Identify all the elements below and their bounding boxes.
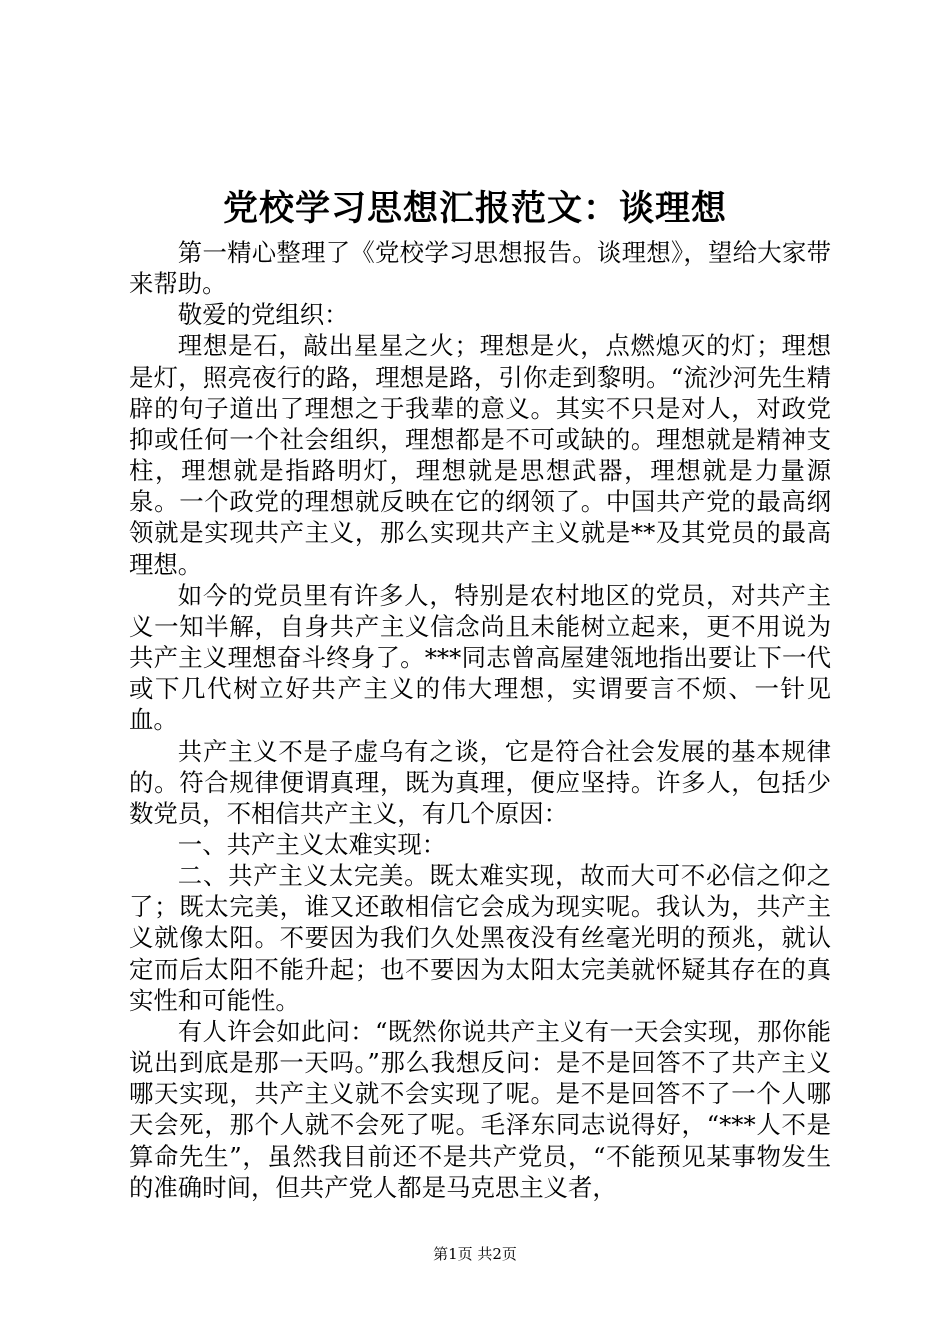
- paragraph-reason-two: 二、共产主义太完美。既太难实现，故而大可不必信之仰之了；既太完美，谁又还敢相信它会成为现实呢。我认为，共产主义就像太阳。不要因为我们久处黑夜没有丝毫光明的预兆，就认定而后太阳不能升起；也不要因为太阳太完美就怀疑其存在的真实性和可能性。: [129, 861, 831, 1015]
- paragraph-salutation: 敬爱的党组织：: [177, 300, 349, 330]
- page-footer: 第1页 共2页: [433, 1245, 517, 1263]
- paragraph-reasons: 共产主义不是子虚乌有之谈，它是符合社会发展的基本规律的。符合规律便谓真理，既为真理，便应坚持。许多人，包括少数党员，不相信共产主义，有几个原因：: [129, 736, 831, 828]
- document-body: [129, 237, 831, 1203]
- paragraph-intro: 第一精心整理了《党校学习思想报告。谈理想》，望给大家带来帮助。: [129, 238, 831, 299]
- paragraph-ideal-metaphor: 理想是石，敲出星星之火；理想是火，点燃熄灭的灯；理想是灯，照亮夜行的路，理想是路，引你走到黎明。“流沙河先生精辟的句子道出了理想之于我辈的意义。其实不只是对人，对政党抑或任何一个社会组织，理想都是不可或缺的。理想就是精神支柱，理想就是指路明灯，理想就是思想武器，理想就是力量源泉。一个政党的理想就反映在它的纲领了。中国共产党的最高纲领就是实现共产主义，那么实现共产主义就是**及其党员的最高理想。: [129, 331, 831, 579]
- paragraph-question: 有人许会如此问：“既然你说共产主义有一天会实现，那你能说出到底是那一天吗。”那么我想反问：是不是回答不了共产主义哪天实现，共产主义就不会实现了呢。是不是回答不了一个人哪天会死，那个人就不会死了呢。毛泽东同志说得好，“***人不是算命先生”，虽然我目前还不是共产党员，“不能预见某事物发生的准确时间，但共产党人都是马克思主义者，: [129, 1016, 831, 1202]
- paragraph-reason-one: 一、共产主义太难实现：: [177, 829, 447, 859]
- paragraph-party-members: 如今的党员里有许多人，特别是农村地区的党员，对共产主义一知半解，自身共产主义信念尚且未能树立起来，更不用说为共产主义理想奋斗终身了。***同志曾高屋建瓴地指出要让下一代或下几代树立好共产主义的伟大理想，实谓要言不烦、一针见血。: [129, 580, 831, 735]
- document-title: 党校学习思想汇报范文：谈理想: [222, 188, 727, 229]
